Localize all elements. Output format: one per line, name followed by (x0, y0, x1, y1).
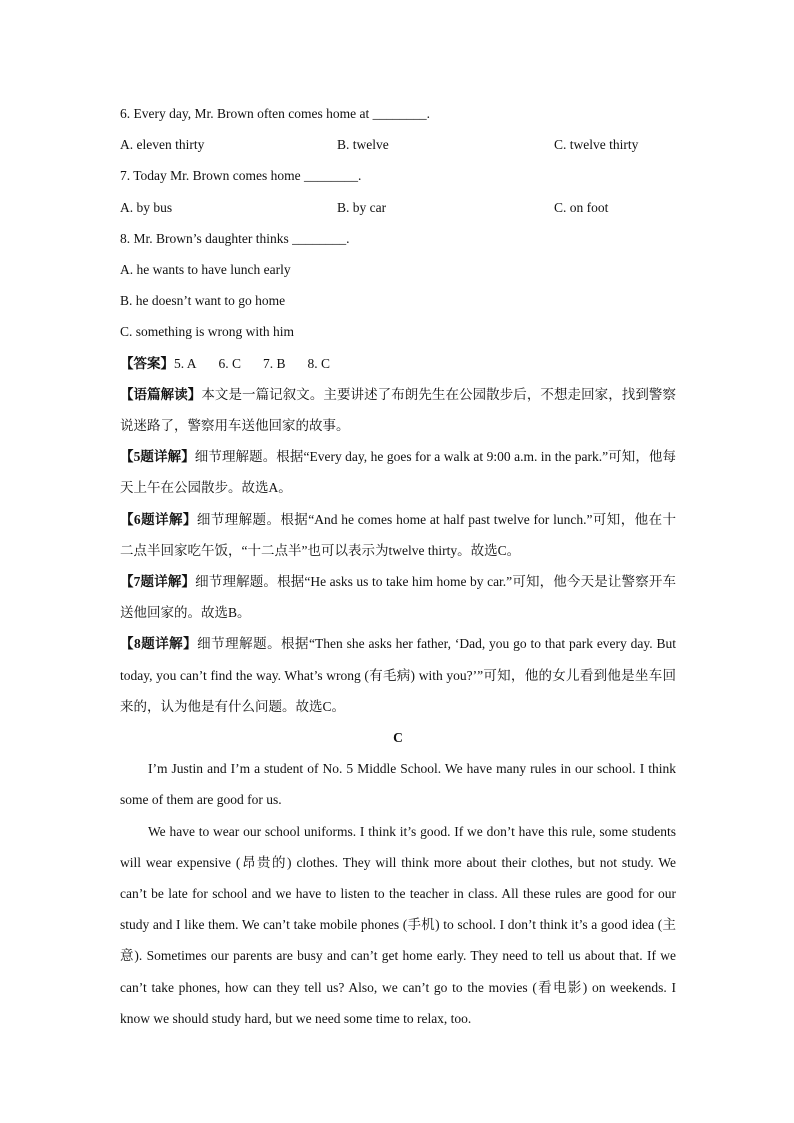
option-a: A. eleven thirty (120, 137, 205, 153)
answer-item: 8. C (307, 355, 331, 371)
question-6-options (120, 129, 676, 160)
question-8-stem: 8. Mr. Brown’s daughter thinks ________. (120, 230, 350, 246)
detail-8-text: 细节理解题。根据“Then she asks her father, ‘Dad, you go to that park every day. But today, you can’t find the way. What’s wrong (有毛病) with you?’”可知，他的女儿看到他是坐车回来的，认为他是有什么问题。故选C。 (120, 636, 677, 714)
answer-item: 5. A (174, 355, 197, 371)
question-7-options (120, 192, 676, 223)
detail-6 (120, 504, 676, 566)
detail-6-tag: 【6题详解】 (120, 511, 197, 527)
detail-5-text: 细节理解题。根据“Every day, he goes for a walk at 9:00 a.m. in the park.”可知，他每天上午在公园散步。故选A。 (120, 449, 676, 496)
detail-8 (120, 628, 676, 722)
answer-item: 7. B (263, 355, 286, 371)
option-c: C. twelve thirty (554, 137, 639, 153)
answer-tag: 【答案】 (120, 355, 174, 371)
question-6-stem: 6. Every day, Mr. Brown often comes home at ________. (120, 106, 430, 121)
section-c-heading: C (393, 729, 403, 745)
answer-item: 6. C (218, 355, 242, 371)
option-b: B. by car (337, 199, 387, 215)
question-8-option-c: C. something is wrong with him (120, 324, 295, 340)
question-8-option-a: A. he wants to have lunch early (120, 261, 291, 277)
detail-6-text: 细节理解题。根据“And he comes home at half past twelve for lunch.”可知，他在十二点半回家吃午饭，“十二点半”也可以表示为twelve thirty。故选C。 (120, 511, 677, 558)
detail-5-tag: 【5题详解】 (120, 449, 195, 465)
section-c-paragraph-1: I’m Justin and I’m a student of No. 5 Middle School. We have many rules in our school. I think some of them are good for us. (120, 761, 676, 808)
detail-7-tag: 【7题详解】 (120, 573, 196, 589)
answer-line (120, 348, 676, 379)
passage-reading (120, 379, 676, 441)
passage-reading-text: 本文是一篇记叙文。主要讲述了布朗先生在公园散步后，不想走回家，找到警察说迷路了，警察用车送他回家的故事。 (120, 386, 676, 433)
detail-8-tag: 【8题详解】 (120, 636, 198, 652)
option-b: B. twelve (337, 137, 389, 153)
option-a: A. by bus (120, 199, 173, 215)
section-c-paragraph-2: We have to wear our school uniforms. I think it’s good. If we don’t have this rule, some students will wear expensive (昂贵的) clothes. They will think more about their clothes, but not study. We can’t be late for school and we have to listen to the teacher in class. All these rules are good for our study and I like them. We can’t take mobile phones (手机) to school. I don’t think it’s a good idea (主意). Sometimes our parents are busy and can’t get home early. They need to tell us about that. If we can’t take phones, how can they tell us? Also, we can’t go to the movies (看电影) on weekends. I know we should study hard, but we need some time to relax, too. (120, 823, 676, 1026)
question-8-option-b: B. he doesn’t want to go home (120, 293, 286, 309)
detail-7 (120, 566, 676, 628)
page-content (120, 98, 676, 1034)
option-c: C. on foot (554, 199, 609, 215)
question-7-stem: 7. Today Mr. Brown comes home ________. (120, 168, 362, 184)
detail-7-text: 细节理解题。根据“He asks us to take him home by car.”可知，他今天是让警察开车送他回家的。故选B。 (120, 573, 676, 621)
passage-reading-tag: 【语篇解读】 (120, 386, 202, 402)
detail-5 (120, 441, 676, 503)
